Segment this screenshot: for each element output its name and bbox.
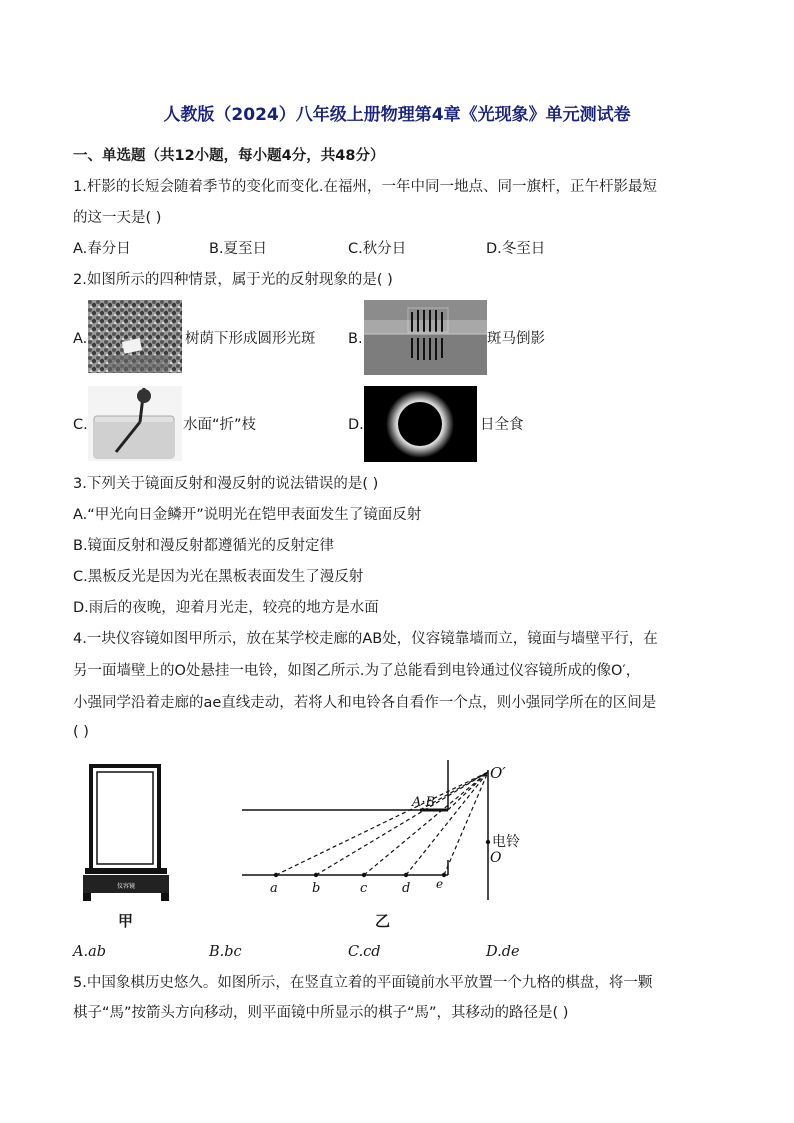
solar-eclipse-photo bbox=[364, 386, 477, 462]
q1-option-a: A.春分日 bbox=[73, 241, 131, 257]
q4-stem-line3: 小强同学沿着走廊的ae直线走动，若将人和电铃各自看作一个点，则小强同学所在的区间是 bbox=[73, 695, 657, 711]
q4-option-a: A.ab bbox=[73, 944, 107, 960]
tree-shade-photo bbox=[88, 300, 182, 373]
figure-caption-yi: 乙 bbox=[375, 912, 391, 930]
label-bell: 电铃 bbox=[492, 834, 520, 850]
q1-stem-line1: 1.杆影的长短会随着季节的变化而变化.在福州，一年中同一地点、同一旗杆，正午杆影最短 bbox=[73, 179, 657, 195]
point-c bbox=[362, 873, 366, 877]
label-e: e bbox=[436, 877, 444, 891]
zebra-reflection-photo bbox=[364, 300, 487, 375]
q5-stem-line2: 棋子“馬”按箭头方向移动，则平面镜中所显示的棋子“馬”，其移动的路径是( ) bbox=[73, 1005, 569, 1021]
point-a bbox=[274, 873, 278, 877]
mirror-stand-lettering: 仪容镜 bbox=[116, 883, 136, 890]
q5-stem-line1: 5.中国象棋历史悠久。如图所示，在竖直立着的平面镜前水平放置一个九格的棋盘，将一颗 bbox=[73, 975, 653, 991]
q1-option-d: D.冬至日 bbox=[486, 241, 546, 257]
q2-option-c-letter: C. bbox=[73, 417, 88, 433]
q3-option-c: C.黑板反光是因为光在黑板表面发生了漫反射 bbox=[73, 569, 364, 585]
label-c: c bbox=[360, 881, 368, 896]
section-heading: 一、单选题（共12小题，每小题4分，共48分） bbox=[73, 148, 385, 164]
label-ab: A·B bbox=[412, 795, 436, 810]
q1-option-b: B.夏至日 bbox=[209, 241, 268, 257]
q3-option-d: D.雨后的夜晚，迎着月光走，较亮的地方是水面 bbox=[73, 600, 379, 616]
q2-option-b-caption: 斑马倒影 bbox=[487, 331, 545, 347]
point-b bbox=[314, 873, 318, 877]
q2-option-d-caption: 日全食 bbox=[480, 417, 524, 433]
q4-stem-line1: 4.一块仪容镜如图甲所示，放在某学校走廊的AB处，仪容镜靠墙而立，镜面与墙壁平行，在 bbox=[73, 631, 658, 647]
q2-stem: 2.如图所示的四种情景，属于光的反射现象的是( ) bbox=[73, 272, 393, 288]
figure-caption-jia: 甲 bbox=[118, 912, 134, 930]
page-title: 人教版（2024）八年级上册物理第4章《光现象》单元测试卷 bbox=[163, 105, 631, 125]
q3-option-b: B.镜面反射和漫反射都遵循光的反射定律 bbox=[73, 538, 335, 554]
q2-option-a-caption: 树荫下形成圆形光斑 bbox=[185, 331, 316, 347]
q1-stem-line2: 的这一天是( ) bbox=[73, 210, 162, 226]
label-o: O bbox=[490, 850, 502, 866]
label-b: b bbox=[312, 881, 321, 896]
ray-diagram-figure bbox=[240, 760, 530, 900]
glass-stick-photo bbox=[88, 386, 182, 461]
q4-option-c: C.cd bbox=[348, 944, 381, 960]
dressing-mirror-figure bbox=[77, 762, 177, 902]
q4-option-d: D.de bbox=[486, 944, 520, 960]
q1-option-c: C.秋分日 bbox=[348, 241, 407, 257]
q4-stem-line2: 另一面墙壁上的O处悬挂一电铃，如图乙所示.为了总能看到电铃通过仪容镜所成的像O′， bbox=[73, 663, 641, 679]
label-o-prime: O′ bbox=[490, 764, 506, 782]
q4-stem-line4: ( ) bbox=[73, 724, 89, 740]
q2-option-c-caption: 水面“折”枝 bbox=[183, 417, 257, 433]
q2-option-d-letter: D. bbox=[348, 417, 364, 433]
q2-option-a-letter: A. bbox=[73, 331, 88, 347]
q3-stem: 3.下列关于镜面反射和漫反射的说法错误的是( ) bbox=[73, 476, 379, 492]
q4-option-b: B.bc bbox=[209, 944, 242, 960]
label-a: a bbox=[270, 881, 278, 896]
point-d bbox=[404, 873, 408, 877]
label-d: d bbox=[402, 881, 411, 896]
q2-option-b-letter: B. bbox=[348, 331, 363, 347]
q3-option-a: A.“甲光向日金鳞开”说明光在铠甲表面发生了镜面反射 bbox=[73, 507, 422, 523]
bell-point bbox=[486, 840, 490, 844]
